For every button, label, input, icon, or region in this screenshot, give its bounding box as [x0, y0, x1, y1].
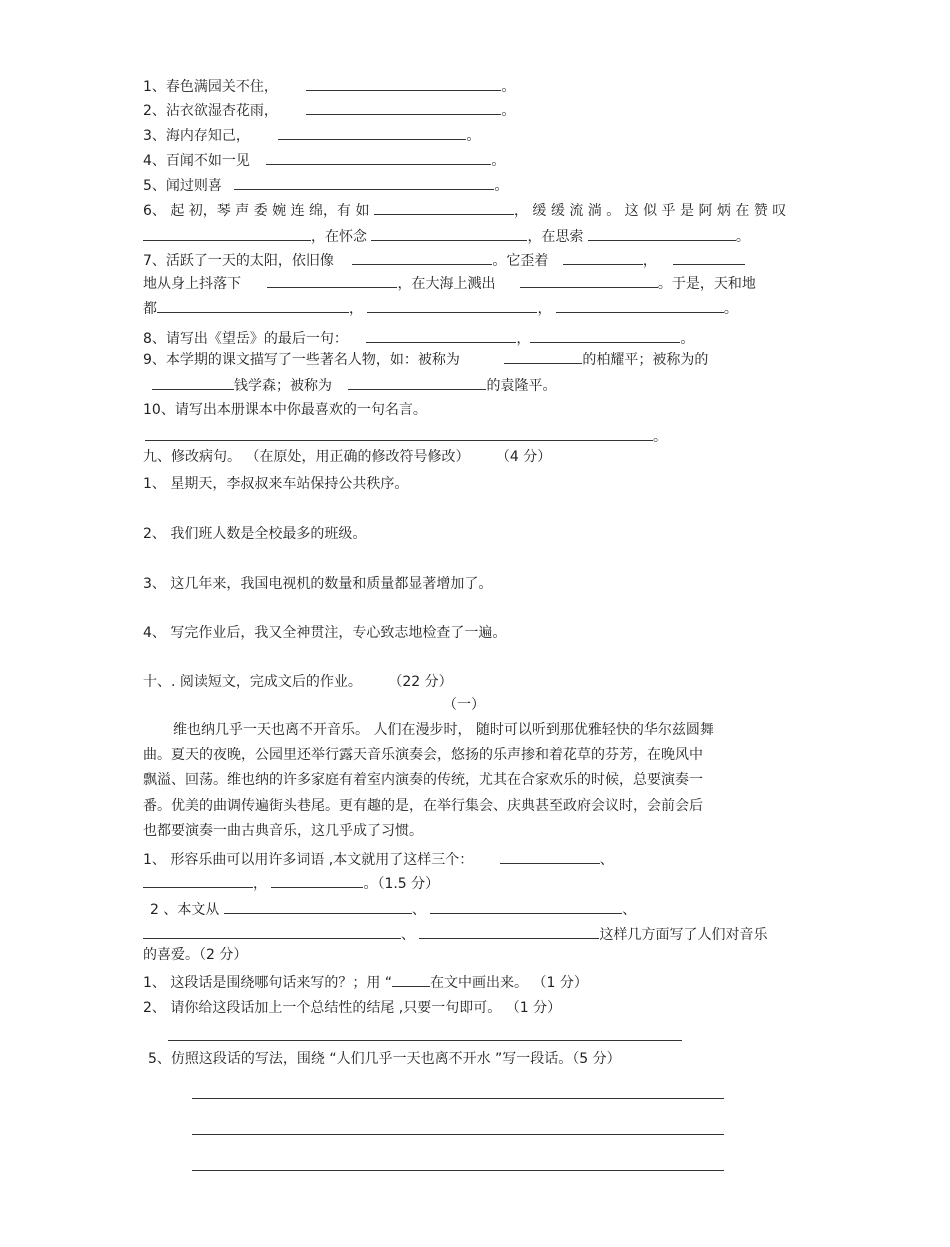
reading-q1-score: 。（1.5 分） — [363, 876, 440, 892]
reading-q1-line-1 — [143, 849, 614, 870]
section-9-title: 九、修改病句。 （在原处，用正确的修改符号修改） — [143, 449, 470, 465]
answer-blank[interactable] — [306, 100, 501, 115]
reading-q2-line-2 — [143, 924, 767, 945]
answer-blank[interactable] — [673, 250, 745, 265]
passage-subtitle: （一） — [443, 697, 485, 713]
question-9-text: 的袁隆平。 — [486, 378, 557, 394]
question-10-text: 10、请写出本册课本中你最喜欢的一句名言。 — [143, 402, 427, 418]
question-5 — [143, 175, 508, 196]
answer-blank[interactable] — [563, 250, 643, 265]
period: 。 — [680, 331, 695, 347]
section-9-item-3: 3、 这几年来，我国电视机的数量和质量都显著增加了。 — [143, 576, 493, 592]
question-8-text: 8、请写出《望岳》的最后一句： — [143, 331, 348, 347]
answer-blank[interactable] — [157, 298, 349, 313]
question-7-line-3 — [143, 298, 738, 319]
section-9-score: （4 分） — [495, 449, 552, 465]
period: 。 — [466, 128, 481, 144]
answer-blank[interactable] — [266, 150, 491, 165]
answer-blank[interactable] — [352, 250, 492, 265]
reading-q3-text: 在文中画出来。 （1 分） — [430, 975, 588, 991]
question-10-answer — [145, 426, 667, 447]
section-10-title: 十、. 阅读短文，完成文后的作业。 — [143, 674, 362, 690]
question-7-line-1 — [143, 250, 745, 271]
question-8 — [143, 328, 694, 349]
period: 。 — [735, 229, 750, 245]
comma: ， — [516, 331, 531, 347]
question-9-line-1 — [143, 349, 708, 370]
question-7-line-2 — [143, 273, 756, 294]
question-7-text: 地从身上抖落下 — [143, 276, 241, 292]
question-1-text: 1、春色满园关不住， — [143, 79, 278, 95]
period: 。 — [494, 178, 509, 194]
reading-q2-line-1 — [150, 899, 636, 920]
answer-blank[interactable] — [556, 298, 724, 313]
answer-blank[interactable] — [371, 226, 527, 241]
question-5-text: 5、闻过则喜 — [143, 178, 222, 194]
period: 。 — [653, 429, 667, 445]
question-6-text: ， 缓 缓 流 淌 。 这 似 乎 是 阿 炳 在 赞 叹 — [513, 203, 787, 219]
comma: 、 — [401, 927, 415, 943]
answer-blank[interactable] — [234, 175, 494, 190]
question-9-text: 钱学森；被称为 — [234, 378, 332, 394]
answer-blank[interactable] — [224, 899, 412, 914]
question-6-text: ，在思索 — [527, 229, 584, 245]
question-9-text: 9、本学期的课文描写了一些著名人物，如：被称为 — [143, 352, 460, 368]
answer-blank[interactable] — [152, 375, 234, 390]
answer-blank[interactable] — [267, 273, 397, 288]
reading-q1-line-2 — [143, 873, 439, 894]
question-6-text: ，在怀念 — [311, 229, 367, 245]
question-4-text: 4、百闻不如一见 — [143, 153, 250, 169]
writing-line[interactable] — [192, 1098, 724, 1099]
answer-blank[interactable] — [504, 349, 582, 364]
answer-blank[interactable] — [430, 899, 622, 914]
reading-q3-text: 1、 这段话是围绕哪句话来写的？；用 “ — [143, 975, 393, 991]
question-6-text: 6、 起 初，琴 声 委 婉 连 绵，有 如 — [143, 203, 370, 219]
reading-q4-answer-line[interactable] — [168, 1040, 682, 1041]
period: 。 — [491, 153, 506, 169]
answer-blank[interactable] — [143, 226, 311, 241]
passage-line-3: 飘溢、回荡。维也纳的许多家庭有着室内演奏的传统，尤其在合家欢乐的时候，总要演奏一 — [143, 772, 703, 788]
question-6-line-1 — [143, 200, 786, 221]
answer-blank[interactable] — [306, 76, 501, 91]
question-3 — [143, 125, 480, 146]
answer-blank[interactable] — [500, 849, 600, 864]
answer-blank[interactable] — [392, 972, 430, 987]
passage-line-5: 也都要演奏一曲古典音乐，这几乎成了习惯。 — [143, 823, 423, 839]
section-10-score: （22 分） — [388, 674, 453, 690]
comma: 、 — [599, 852, 614, 868]
answer-blank[interactable] — [278, 125, 466, 140]
answer-blank[interactable] — [530, 328, 680, 343]
reading-q4: 2、 请你给这段话加上一个总结性的结尾 ,只要一句即可。 （1 分） — [143, 1000, 562, 1016]
question-9-line-2 — [152, 375, 556, 396]
question-1 — [143, 76, 515, 97]
question-10 — [143, 400, 427, 420]
period: 。 — [723, 301, 738, 317]
reading-q1-text: 1、 形容乐曲可以用许多词语 ,本文就用了这样三个： — [143, 852, 474, 868]
passage-line-4: 番。优美的曲调传遍街头巷尾。更有趣的是，在举行集会、庆典甚至政府会议时，会前会后 — [143, 798, 703, 814]
comma: 、 — [411, 902, 426, 918]
reading-q2-text: 2 、本文从 — [150, 902, 220, 918]
comma: ， — [537, 301, 552, 317]
answer-blank[interactable] — [374, 200, 514, 215]
section-9-item-2: 2、 我们班人数是全校最多的班级。 — [143, 526, 367, 542]
section-9-item-1: 1、 星期天，李叔叔来车站保持公共秩序。 — [143, 476, 409, 492]
question-7-text: 都 — [143, 301, 157, 317]
answer-blank[interactable] — [348, 375, 486, 390]
answer-blank[interactable] — [271, 873, 363, 888]
question-4 — [143, 150, 505, 171]
reading-q2-text: 这样几方面写了人们对音乐 — [599, 927, 768, 943]
question-7-text: 7、活跃了一天的太阳，依旧像 — [143, 253, 334, 269]
question-7-text: ，在大海上溅出 — [397, 276, 496, 292]
comma: ， — [253, 876, 267, 892]
answer-blank[interactable] — [145, 426, 653, 441]
comma: 、 — [622, 902, 637, 918]
reading-q5: 5、仿照这段话的写法，围绕 “人们几乎一天也离不开水 ”写一段话。（5 分） — [148, 1051, 621, 1067]
answer-blank[interactable] — [367, 298, 537, 313]
answer-blank[interactable] — [143, 924, 401, 939]
reading-q3 — [143, 972, 588, 993]
period: 。 — [501, 103, 516, 119]
section-9-heading — [143, 447, 551, 467]
question-2-text: 2、沾衣欲湿杏花雨， — [143, 103, 278, 119]
reading-q2-line-3: 的喜爱。（2 分） — [143, 947, 248, 963]
question-3-text: 3、海内存知己， — [143, 128, 250, 144]
section-10-heading — [143, 672, 453, 692]
question-7-text: 。它歪着 — [492, 253, 549, 269]
answer-blank[interactable] — [520, 273, 658, 288]
question-6-line-2 — [143, 226, 750, 247]
comma: ， — [349, 301, 363, 317]
answer-blank[interactable] — [366, 328, 516, 343]
period: 。 — [501, 79, 516, 95]
question-9-text: 的柏耀平；被称为的 — [582, 352, 709, 368]
comma: ， — [642, 253, 657, 269]
writing-line[interactable] — [192, 1134, 724, 1135]
answer-blank[interactable] — [588, 226, 736, 241]
writing-line[interactable] — [192, 1170, 724, 1171]
passage-line-1: 维也纳几乎一天也离不开音乐。 人们在漫步时， 随时可以听到那优雅轻快的华尔兹圆舞 — [173, 722, 714, 738]
question-2 — [143, 100, 515, 121]
section-9-item-4: 4、 写完作业后，我又全神贯注，专心致志地检查了一遍。 — [143, 625, 507, 641]
question-7-text: 。于是，天和地 — [657, 276, 756, 292]
passage-line-2: 曲。夏天的夜晚，公园里还举行露天音乐演奏会，悠扬的乐声掺和着花草的芬芳，在晚风中 — [143, 747, 703, 763]
answer-blank[interactable] — [419, 924, 599, 939]
answer-blank[interactable] — [143, 873, 253, 888]
